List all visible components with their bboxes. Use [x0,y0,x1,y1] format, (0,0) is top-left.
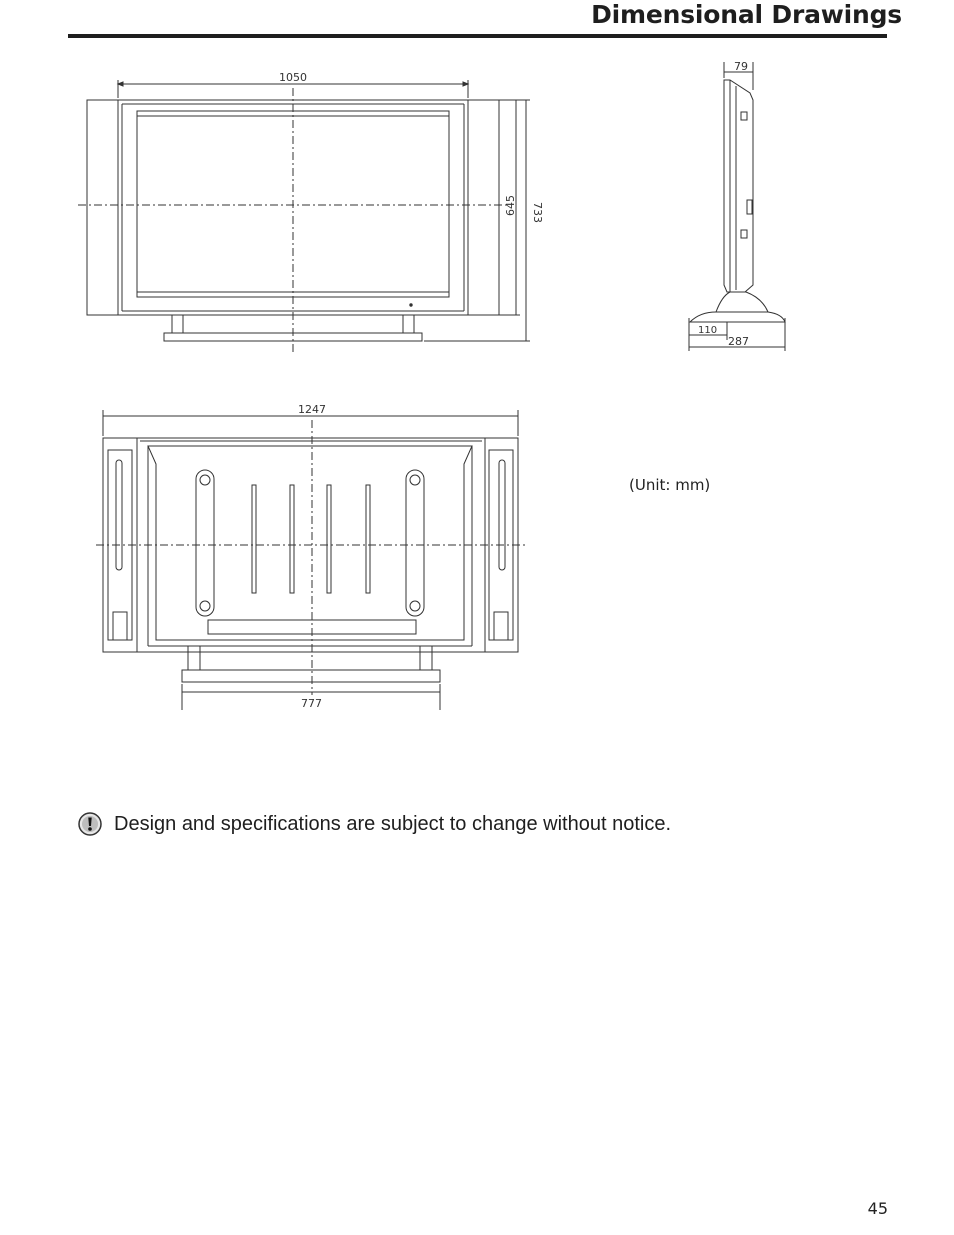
left-speaker [87,100,118,315]
side-view [689,62,785,351]
notice-text: Design and specifications are subject to change without notice. [114,812,672,835]
front-stand-left-post [172,315,183,333]
page-number: 45 [867,1199,888,1218]
dim-stand-depth: 287 [728,335,749,348]
right-speaker [468,100,499,315]
dim-front-width: 1050 [279,71,307,84]
dim-side-depth: 79 [734,60,748,73]
exclamation-icon [78,812,102,836]
front-view [78,80,530,352]
rear-view [96,410,528,710]
notice [78,812,671,836]
dim-stand-inner-depth: 110 [698,325,718,336]
side-stand-neck [716,292,768,312]
dim-overall-height: 733 [531,202,544,223]
page-title: Dimensional Drawings [591,0,902,29]
side-stand-base [690,312,785,322]
side-panel [724,80,753,292]
rear-stand-base [182,670,440,682]
front-stand-right-post [403,315,414,333]
rear-handle-right [406,470,424,616]
dim-screen-height: 645 [504,195,517,216]
unit-label: (Unit: mm) [629,476,711,494]
dim-stand-width: 777 [301,697,322,710]
rear-handle-left [196,470,214,616]
dim-overall-width: 1247 [298,403,326,416]
